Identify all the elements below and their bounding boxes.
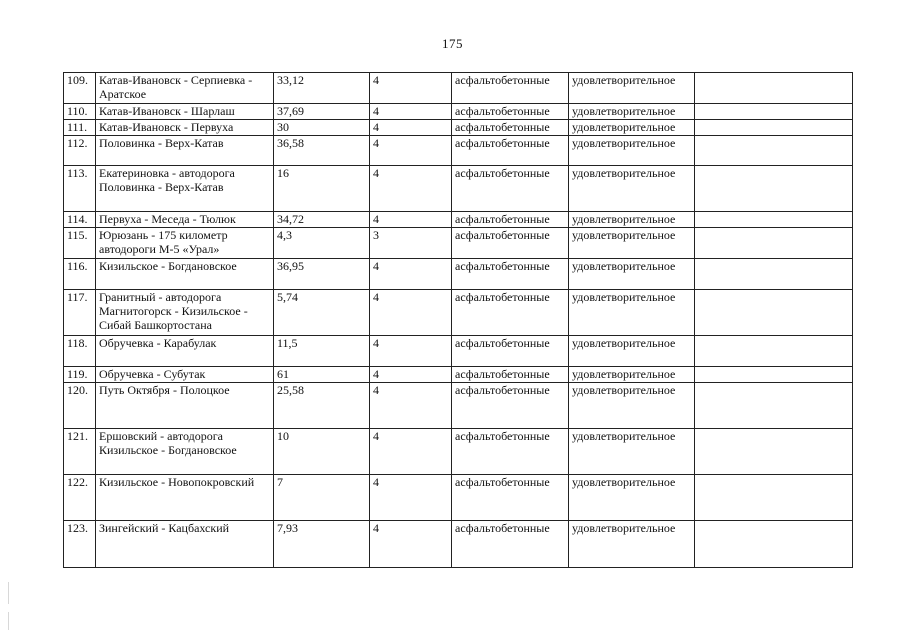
- road-name-cell: Ершовский - автодорога Кизильское - Богдановское: [96, 429, 274, 475]
- row-number-cell: 115.: [64, 228, 96, 259]
- road-condition-cell: удовлетворительное: [569, 259, 695, 290]
- road-category-cell: 4: [370, 290, 452, 336]
- row-number-cell: 113.: [64, 166, 96, 212]
- row-number-cell: 122.: [64, 475, 96, 521]
- row-number-cell: 119.: [64, 367, 96, 383]
- road-name-cell: Обручевка - Карабулак: [96, 336, 274, 367]
- road-name-cell: Юрюзань - 175 километр автодороги М-5 «Урал»: [96, 228, 274, 259]
- road-name-cell: Гранитный - автодорога Магнитогорск - Кизильское - Сибай Башкортостана: [96, 290, 274, 336]
- road-category-cell: 3: [370, 228, 452, 259]
- road-condition-cell: удовлетворительное: [569, 73, 695, 104]
- road-surface-cell: асфальтобетонные: [452, 475, 569, 521]
- row-number-cell: 116.: [64, 259, 96, 290]
- road-category-cell: 4: [370, 73, 452, 104]
- road-condition-cell: удовлетворительное: [569, 104, 695, 120]
- road-name-cell: Зингейский - Кацбахский: [96, 521, 274, 568]
- road-category-cell: 4: [370, 104, 452, 120]
- road-surface-cell: асфальтобетонные: [452, 383, 569, 429]
- road-note-cell: [695, 383, 853, 429]
- road-condition-cell: удовлетворительное: [569, 429, 695, 475]
- road-length-cell: 33,12: [274, 73, 370, 104]
- road-surface-cell: асфальтобетонные: [452, 136, 569, 166]
- road-condition-cell: удовлетворительное: [569, 336, 695, 367]
- road-length-cell: 7: [274, 475, 370, 521]
- road-note-cell: [695, 521, 853, 568]
- road-surface-cell: асфальтобетонные: [452, 120, 569, 136]
- road-surface-cell: асфальтобетонные: [452, 521, 569, 568]
- scan-edge-mark: [8, 582, 9, 604]
- road-category-cell: 4: [370, 259, 452, 290]
- road-length-cell: 36,58: [274, 136, 370, 166]
- table-row: [64, 104, 853, 120]
- road-note-cell: [695, 212, 853, 228]
- road-length-cell: 5,74: [274, 290, 370, 336]
- road-name-cell: Катав-Ивановск - Первуха: [96, 120, 274, 136]
- row-number-cell: 118.: [64, 336, 96, 367]
- road-name-cell: Катав-Ивановск - Серпиевка - Аратское: [96, 73, 274, 104]
- table-row: [64, 521, 853, 568]
- road-note-cell: [695, 136, 853, 166]
- road-length-cell: 16: [274, 166, 370, 212]
- road-name-cell: Половинка - Верх-Катав: [96, 136, 274, 166]
- row-number-cell: 123.: [64, 521, 96, 568]
- road-length-cell: 34,72: [274, 212, 370, 228]
- road-category-cell: 4: [370, 367, 452, 383]
- row-number-cell: 111.: [64, 120, 96, 136]
- road-note-cell: [695, 259, 853, 290]
- road-category-cell: 4: [370, 166, 452, 212]
- road-category-cell: 4: [370, 120, 452, 136]
- road-length-cell: 61: [274, 367, 370, 383]
- road-name-cell: Первуха - Меседа - Тюлюк: [96, 212, 274, 228]
- road-note-cell: [695, 290, 853, 336]
- road-surface-cell: асфальтобетонные: [452, 166, 569, 212]
- table-row: [64, 212, 853, 228]
- road-length-cell: 7,93: [274, 521, 370, 568]
- table-row: [64, 475, 853, 521]
- table-row: [64, 166, 853, 212]
- table-row: [64, 383, 853, 429]
- table-row: [64, 228, 853, 259]
- road-length-cell: 25,58: [274, 383, 370, 429]
- road-surface-cell: асфальтобетонные: [452, 212, 569, 228]
- road-surface-cell: асфальтобетонные: [452, 290, 569, 336]
- road-condition-cell: удовлетворительное: [569, 475, 695, 521]
- road-length-cell: 30: [274, 120, 370, 136]
- road-condition-cell: удовлетворительное: [569, 228, 695, 259]
- road-note-cell: [695, 104, 853, 120]
- road-surface-cell: асфальтобетонные: [452, 73, 569, 104]
- road-name-cell: Кизильское - Богдановское: [96, 259, 274, 290]
- road-category-cell: 4: [370, 336, 452, 367]
- road-surface-cell: асфальтобетонные: [452, 336, 569, 367]
- road-category-cell: 4: [370, 475, 452, 521]
- row-number-cell: 112.: [64, 136, 96, 166]
- road-length-cell: 37,69: [274, 104, 370, 120]
- road-category-cell: 4: [370, 521, 452, 568]
- road-condition-cell: удовлетворительное: [569, 521, 695, 568]
- scan-edge-mark: [8, 612, 9, 630]
- road-category-cell: 4: [370, 383, 452, 429]
- road-surface-cell: асфальтобетонные: [452, 367, 569, 383]
- table-row: [64, 120, 853, 136]
- road-name-cell: Обручевка - Субутак: [96, 367, 274, 383]
- road-name-cell: Путь Октября - Полоцкое: [96, 383, 274, 429]
- row-number-cell: 117.: [64, 290, 96, 336]
- road-condition-cell: удовлетворительное: [569, 367, 695, 383]
- row-number-cell: 120.: [64, 383, 96, 429]
- row-number-cell: 114.: [64, 212, 96, 228]
- table-row: [64, 367, 853, 383]
- road-note-cell: [695, 120, 853, 136]
- row-number-cell: 109.: [64, 73, 96, 104]
- road-length-cell: 10: [274, 429, 370, 475]
- road-condition-cell: удовлетворительное: [569, 212, 695, 228]
- road-condition-cell: удовлетворительное: [569, 290, 695, 336]
- road-note-cell: [695, 475, 853, 521]
- road-category-cell: 4: [370, 136, 452, 166]
- road-note-cell: [695, 228, 853, 259]
- table-row: [64, 73, 853, 104]
- road-length-cell: 11,5: [274, 336, 370, 367]
- road-name-cell: Кизильское - Новопокровский: [96, 475, 274, 521]
- road-note-cell: [695, 166, 853, 212]
- row-number-cell: 121.: [64, 429, 96, 475]
- road-surface-cell: асфальтобетонные: [452, 228, 569, 259]
- road-category-cell: 4: [370, 212, 452, 228]
- road-category-cell: 4: [370, 429, 452, 475]
- road-condition-cell: удовлетворительное: [569, 136, 695, 166]
- table-row: [64, 259, 853, 290]
- roads-table-body: [64, 73, 853, 568]
- road-note-cell: [695, 429, 853, 475]
- road-surface-cell: асфальтобетонные: [452, 104, 569, 120]
- road-name-cell: Катав-Ивановск - Шарлаш: [96, 104, 274, 120]
- road-surface-cell: асфальтобетонные: [452, 259, 569, 290]
- road-length-cell: 4,3: [274, 228, 370, 259]
- table-row: [64, 136, 853, 166]
- roads-table: [63, 72, 853, 568]
- road-note-cell: [695, 73, 853, 104]
- road-length-cell: 36,95: [274, 259, 370, 290]
- table-row: [64, 429, 853, 475]
- road-note-cell: [695, 336, 853, 367]
- road-condition-cell: удовлетворительное: [569, 383, 695, 429]
- road-condition-cell: удовлетворительное: [569, 120, 695, 136]
- road-note-cell: [695, 367, 853, 383]
- road-name-cell: Екатериновка - автодорога Половинка - Верх-Катав: [96, 166, 274, 212]
- table-row: [64, 336, 853, 367]
- road-condition-cell: удовлетворительное: [569, 166, 695, 212]
- table-row: [64, 290, 853, 336]
- row-number-cell: 110.: [64, 104, 96, 120]
- road-surface-cell: асфальтобетонные: [452, 429, 569, 475]
- page-number: 175: [442, 36, 463, 51]
